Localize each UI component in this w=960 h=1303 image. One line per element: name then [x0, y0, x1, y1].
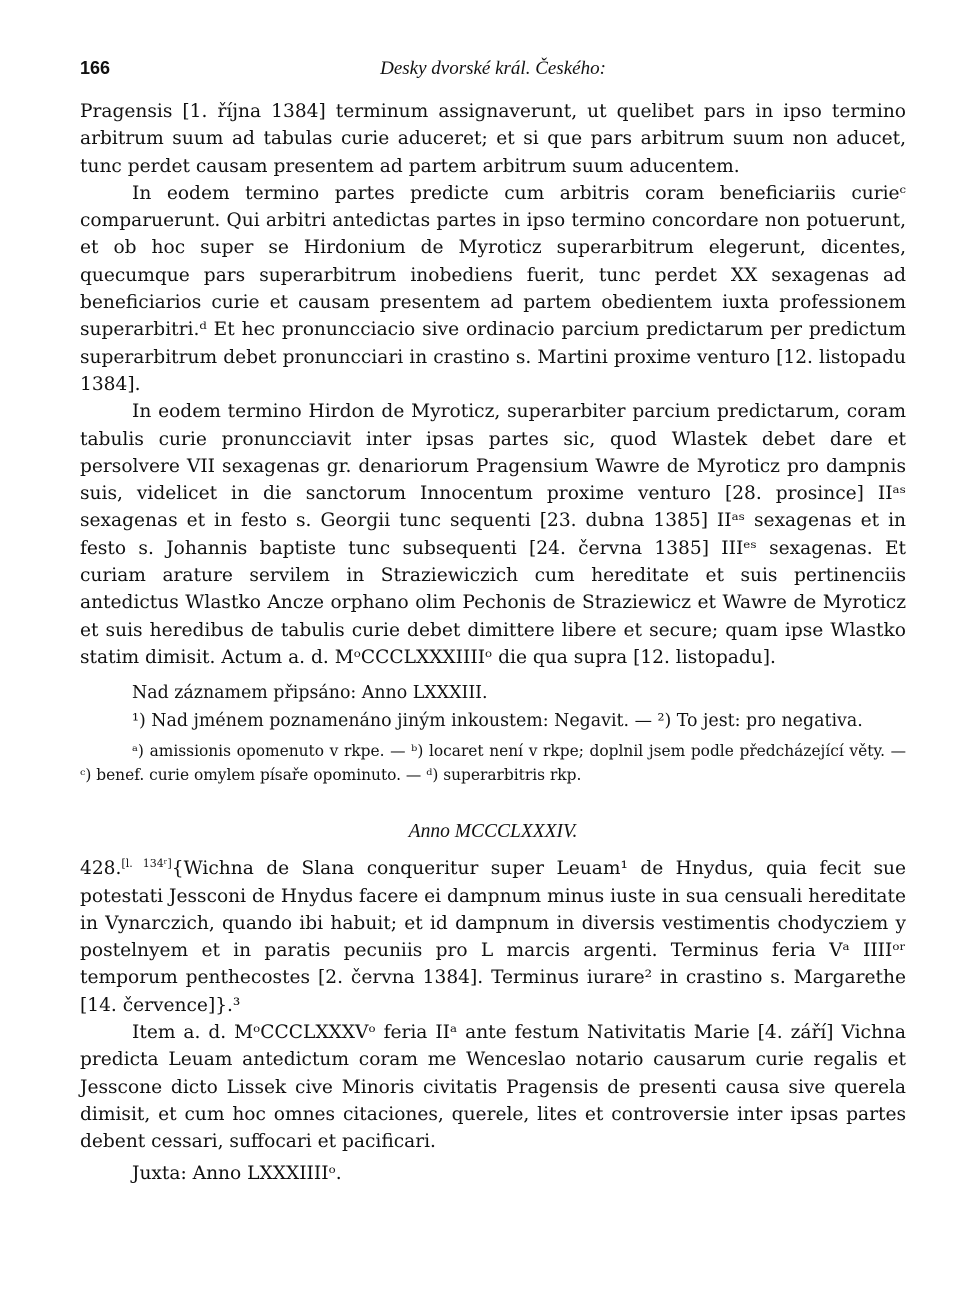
entry-427 — [80, 98, 906, 671]
entry-number: 428. — [80, 858, 122, 880]
year-heading: Anno MCCCLXXXIV. — [408, 821, 578, 843]
entry-428 — [80, 855, 906, 1155]
running-head — [80, 58, 906, 98]
running-title: Desky dvorské král. Českého: — [380, 58, 606, 79]
entry-428-paragraph-2: Item a. d. MᵒCCCLXXXVᵒ feria IIᵃ ante festum Nativitatis Marie [4. září] Vichna predicta Leuam antedictum coram me Wenceslao notario causarum curie regalis et Jesscone dicto Lissek cive Minoris civitatis Pragensis de presenti causa sive querela dimisit, et cum hoc omnes citaciones, querele, lites et controversie inter ipsas partes debent cessari, suffocari et pacificari. — [80, 1022, 906, 1153]
entry-427-paragraph-1: Pragensis [1. října 1384] terminum assignaverunt, ut quelibet pars in ipso termino arbitrum suum ad tabulas curie aduceret; et si que pars arbitrum suum non aducet, tunc perdet causam presentem ad partem arbitrum suum aducentem. — [80, 101, 906, 177]
marginal-note: Nad záznamem připsáno: Anno LXXXIII. — [132, 683, 488, 704]
page-number: 166 — [80, 58, 111, 78]
entry-427-paragraph-2: In eodem termino partes predicte cum arbitris coram beneficiariis curieᶜ comparuerunt. Qui arbitri antedictas partes in ipso termino concordare non potuerunt, et ob hoc super se Hirdonium de Myroticz superarbitrum elegerunt, dicentes, quecumque pars superarbitrum inobediens fuerit, tunc perdet XX sexagenas ad beneficiarios curie et causam presentem ad partem obedientem iuxta professionem superarbitri.ᵈ Et hec pronuncciacio sive ordinacio parcium predictarum per predictum superarbitrum debet pronuncciari in crastino s. Martini proxime venturo [12. listopadu 1384]. — [80, 182, 906, 395]
critical-apparatus: ᵃ) amissionis opomenuto v rkpe. — ᵇ) locaret není v rkpe; doplnil jsem podle předcházející věty. — ᶜ) benef. curie omylem písaře opominuto. — ᵈ) superarbitris rkp. — [80, 742, 906, 785]
entry-427-paragraph-3: In eodem termino Hirdon de Myroticz, superarbiter parcium predictarum, coram tabulis curie pronuncciavit inter ipsas partes sic, quod Wlastek debet dare et persolvere VII sexagenas gr. denariorum Pragensium Wawre de Myroticz pro dampnis suis, videlicet in die sanctorum Innocentum proxime venturo [28. prosince] IIᵃˢ sexagenas et in festo s. Georgii tunc sequenti [23. dubna 1385] IIᵃˢ sexagenas et in festo s. Johannis baptiste tunc subsequenti [24. června 1385] IIIᵉˢ sexagenas. Et curiam arature servilem in Straziewiczich cum hereditate et suis pertinenciis antedictus Wlastko Ancze orphano olim Pechonis de Straziewicz et Wawre de Myroticz et suis heredibus de tabulis curie debet dimittere libere et secure; quam ipse Wlastko statim dimisit. Actum a. d. MᵒCCCLXXXIIIIᵒ die qua supra [12. listopadu]. — [80, 401, 906, 668]
entry-428-paragraph-1 — [80, 855, 906, 1019]
juxta-note: Juxta: Anno LXXXIIIIᵒ. — [132, 1162, 342, 1184]
entry-428-text-1: {Wichna de Slana conqueritur super Leuam¹ de Hnydus, quia fecit sue potestati Jessconi de Hnydus facere ei dampnum minus iuste in sua censuali hereditate in Vynarczich, quando ibi habuit; et id dampnum in diversis vestimentis chodycziem y postelnyem et in paratis pecuniis pro L marcis argenti. Terminus feria Vᵃ IIIIᵒʳ temporum penthecostes [2. června 1384]. Terminus iurare² in crastino s. Margarethe [14. července]}.³ — [80, 858, 906, 1016]
footnotes: ¹) Nad jménem poznamenáno jiným inkoustem: Negavit. — ²) To jest: pro negativa. — [132, 711, 863, 732]
page — [80, 58, 906, 1205]
folio-reference: [l. 134ʳ] — [121, 857, 172, 871]
